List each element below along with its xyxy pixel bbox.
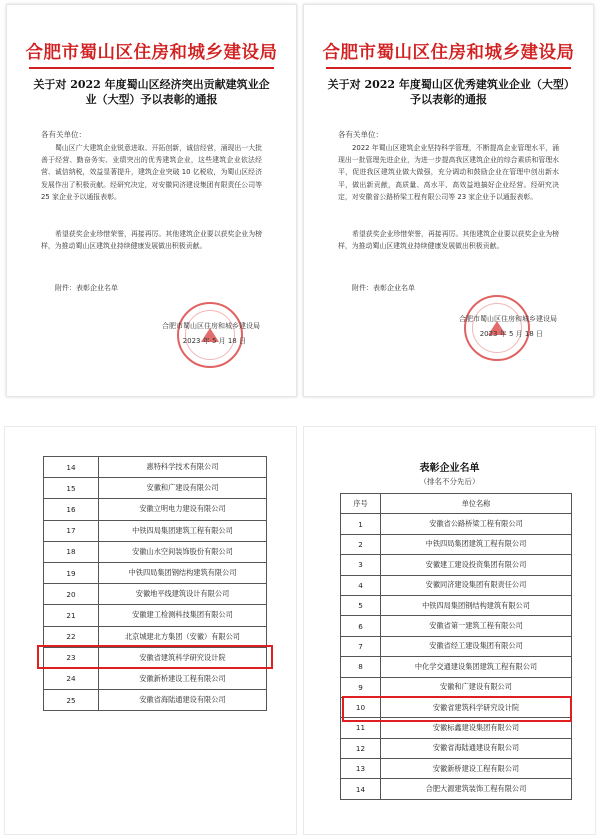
table-row xyxy=(341,555,572,575)
table-row xyxy=(44,668,267,689)
company-name: 安徽同济建设集团有限责任公司 xyxy=(381,575,572,595)
company-name: 安徽省海陆通建设有限公司 xyxy=(381,738,572,758)
company-name: 安徽省海陆通建设有限公司 xyxy=(99,690,267,711)
company-name: 安徽省第一建筑工程有限公司 xyxy=(381,616,572,636)
table-row xyxy=(341,657,572,677)
column-header-number: 序号 xyxy=(341,494,381,514)
official-seal-icon xyxy=(464,295,530,361)
award-list-page-continued xyxy=(4,426,297,835)
attachment-note: 附件：表彰企业名单 xyxy=(55,284,118,292)
notice-paragraph: 希望获奖企业珍惜荣誉，再接再厉。其他建筑企业要以获奖企业为榜样，为推动蜀山区建筑业持续健康发展做出积极贡献。 xyxy=(41,230,262,251)
table-row xyxy=(341,779,572,799)
table-row xyxy=(341,534,572,554)
header-divider xyxy=(29,67,274,69)
highlight-box xyxy=(342,696,572,722)
row-number: 10 xyxy=(341,697,381,717)
row-number: 5 xyxy=(341,595,381,615)
company-name: 安徽和广建设有限公司 xyxy=(99,478,267,499)
row-number: 7 xyxy=(341,636,381,656)
table-row xyxy=(341,616,572,636)
salutation: 各有关单位： xyxy=(41,130,86,139)
row-number: 6 xyxy=(341,616,381,636)
company-name: 安徽省公路桥梁工程有限公司 xyxy=(381,514,572,534)
notice-title: 关于对 2022 年度蜀山区经济突出贡献建筑业企业（大型）予以表彰的通报 xyxy=(33,78,270,106)
highlight-box xyxy=(37,645,273,669)
table-header-row xyxy=(341,494,572,514)
row-number: 15 xyxy=(44,478,99,499)
company-name: 安徽省建筑科学研究设计院 xyxy=(99,647,267,668)
table-row xyxy=(341,677,572,697)
notice-page-economic-contribution xyxy=(6,4,297,397)
notice-page-excellent-enterprises xyxy=(303,4,594,397)
table-row xyxy=(341,636,572,656)
company-name: 安徽建工建设投资集团有限公司 xyxy=(381,555,572,575)
row-number: 19 xyxy=(44,562,99,583)
table-row xyxy=(44,457,267,478)
row-number: 22 xyxy=(44,626,99,647)
row-number: 24 xyxy=(44,668,99,689)
row-number: 18 xyxy=(44,541,99,562)
issue-date: 2023 年 5 月 18 日 xyxy=(182,337,246,345)
table-row xyxy=(341,514,572,534)
row-number: 3 xyxy=(341,555,381,575)
award-table xyxy=(340,493,572,800)
company-name: 安徽建工检测科技集团有限公司 xyxy=(99,605,267,626)
table-row xyxy=(44,584,267,605)
column-header-name: 单位名称 xyxy=(381,494,572,514)
company-name: 安徽标鑫建设集团有限公司 xyxy=(381,718,572,738)
table-row xyxy=(341,738,572,758)
company-name: 中铁四局集团建筑工程有限公司 xyxy=(99,520,267,541)
company-name: 中铁四局集团建筑工程有限公司 xyxy=(381,534,572,554)
agency-header: 合肥市蜀山区住房和城乡建设局 xyxy=(25,43,278,63)
row-number: 17 xyxy=(44,520,99,541)
company-name: 安徽山水空间装饰股份有限公司 xyxy=(99,541,267,562)
company-name: 惠特科学技术有限公司 xyxy=(99,457,267,478)
row-number: 9 xyxy=(341,677,381,697)
header-divider xyxy=(326,67,571,69)
company-name: 合肥大源建筑装饰工程有限公司 xyxy=(381,779,572,799)
notice-paragraph: 2022 年蜀山区建筑企业坚持科学管理，不断提高企业管理水平，涌现出一批管理先进企业，为进一步提高我区建筑企业的综合素质和管理水平，促进我区建筑业做大做强，充分调动和鼓励企业在管理中创出新水平，做出新贡献，高质量、高水平、高效益地搞好企业经营。经研究决定，对安徽省公路桥梁工程有限公司等 23 家企业予以通报表彰。 xyxy=(338,144,559,201)
notice-paragraph: 蜀山区广大建筑企业锐意进取、开拓创新，诚信经营，涌现出一大批善于经营、勤奋务实、业绩突出的优秀建筑企业，这些建筑企业依法经营、诚信纳税，效益显著提升，建筑企业突破 10 亿税收，为蜀山区经济发展作出了积极贡献。经研究决定，对安徽同济建设集团有限责任公司等 25 家企业予以通报表彰。 xyxy=(41,144,262,201)
company-name: 安徽地平线建筑设计有限公司 xyxy=(99,584,267,605)
attachment-note: 附件：表彰企业名单 xyxy=(352,284,415,292)
row-number: 2 xyxy=(341,534,381,554)
company-name: 安徽省建筑科学研究设计院 xyxy=(381,697,572,717)
company-name: 北京城建北方集团（安徽）有限公司 xyxy=(99,626,267,647)
row-number: 12 xyxy=(341,738,381,758)
row-number: 4 xyxy=(341,575,381,595)
issuer-name: 合肥市蜀山区住房和城乡建设局 xyxy=(459,315,557,323)
row-number: 14 xyxy=(44,457,99,478)
notice-title: 关于对 2022 年度蜀山区优秀建筑业企业（大型）予以表彰的通报 xyxy=(327,78,570,106)
row-number: 8 xyxy=(341,657,381,677)
table-row xyxy=(44,499,267,520)
table-row xyxy=(44,690,267,711)
row-number: 1 xyxy=(341,514,381,534)
company-name: 中铁四局集团钢结构建筑有限公司 xyxy=(99,562,267,583)
table-row xyxy=(44,605,267,626)
company-name: 安徽省经工建设集团有限公司 xyxy=(381,636,572,656)
table-row xyxy=(44,520,267,541)
row-number: 21 xyxy=(44,605,99,626)
row-number: 23 xyxy=(44,647,99,668)
salutation: 各有关单位： xyxy=(338,130,383,139)
row-number: 14 xyxy=(341,779,381,799)
list-subtitle: （排名不分先后） xyxy=(419,477,480,486)
table-row xyxy=(44,478,267,499)
company-name: 安徽和广建设有限公司 xyxy=(381,677,572,697)
table-row xyxy=(341,595,572,615)
table-row xyxy=(44,541,267,562)
award-table xyxy=(43,456,267,711)
list-title: 表彰企业名单 xyxy=(419,463,480,474)
table-row xyxy=(341,759,572,779)
table-row xyxy=(44,626,267,647)
issue-date: 2023 年 5 月 18 日 xyxy=(479,330,543,338)
company-name: 安徽新桥建设工程有限公司 xyxy=(99,668,267,689)
company-name: 中化学交通建设集团建筑工程有限公司 xyxy=(381,657,572,677)
row-number: 16 xyxy=(44,499,99,520)
row-number: 25 xyxy=(44,690,99,711)
issuer-name: 合肥市蜀山区住房和城乡建设局 xyxy=(162,322,260,330)
award-list-page xyxy=(303,426,596,835)
notice-paragraph: 希望获奖企业珍惜荣誉，再接再厉。其他建筑企业要以获奖企业为榜样，为推动蜀山区建筑业持续健康发展做出积极贡献。 xyxy=(338,230,559,251)
official-seal-icon xyxy=(177,302,243,368)
table-row xyxy=(341,575,572,595)
agency-header: 合肥市蜀山区住房和城乡建设局 xyxy=(322,43,575,63)
row-number: 20 xyxy=(44,584,99,605)
row-number: 13 xyxy=(341,759,381,779)
row-number: 11 xyxy=(341,718,381,738)
company-name: 安徽立明电力建设有限公司 xyxy=(99,499,267,520)
company-name: 中铁四局集团钢结构建筑有限公司 xyxy=(381,595,572,615)
company-name: 安徽新桥建设工程有限公司 xyxy=(381,759,572,779)
table-row xyxy=(44,562,267,583)
